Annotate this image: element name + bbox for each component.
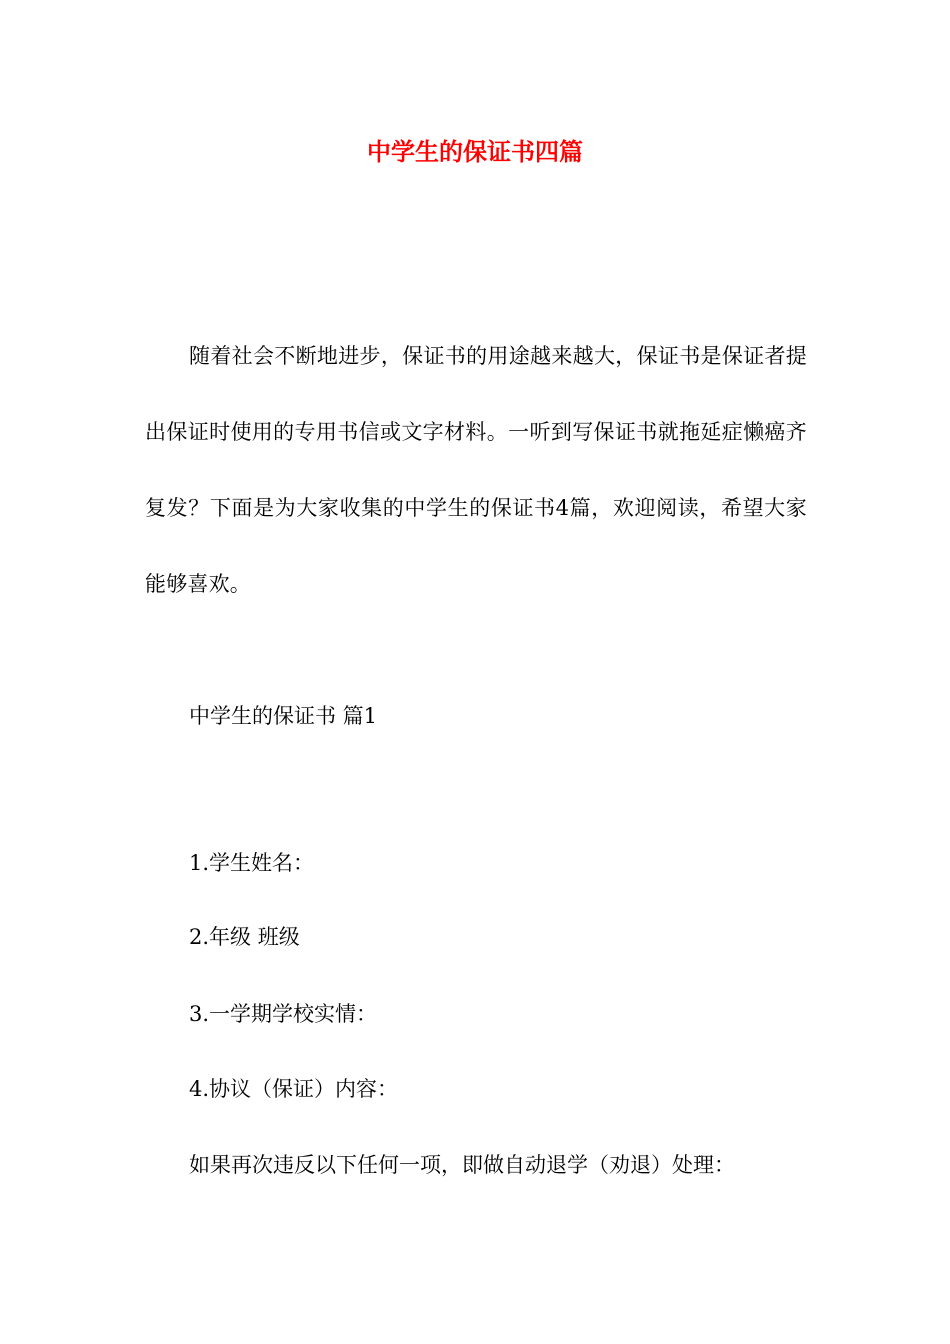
condition-paragraph: 如果再次违反以下任何一项，即做自动退学（劝退）处理： xyxy=(189,1153,735,1177)
list-item-school-situation: 3.一学期学校实情： xyxy=(189,1002,378,1026)
document-title: 中学生的保证书四篇 xyxy=(367,137,583,166)
list-item-student-name: 1.学生姓名： xyxy=(189,851,315,875)
section-heading: 中学生的保证书 篇1 xyxy=(189,704,378,728)
list-item-grade-class: 2.年级 班级 xyxy=(189,925,300,949)
intro-paragraph: 随着社会不断地进步，保证书的用途越来越大，保证书是保证者提出保证时使用的专用书信或文字材料。一听到写保证书就拖延症懒癌齐复发？下面是为大家收集的中学生的保证书4篇，欢迎阅读，希望大家能够喜欢。 xyxy=(145,344,807,596)
list-item-agreement-content: 4.协议（保证）内容： xyxy=(189,1077,399,1101)
